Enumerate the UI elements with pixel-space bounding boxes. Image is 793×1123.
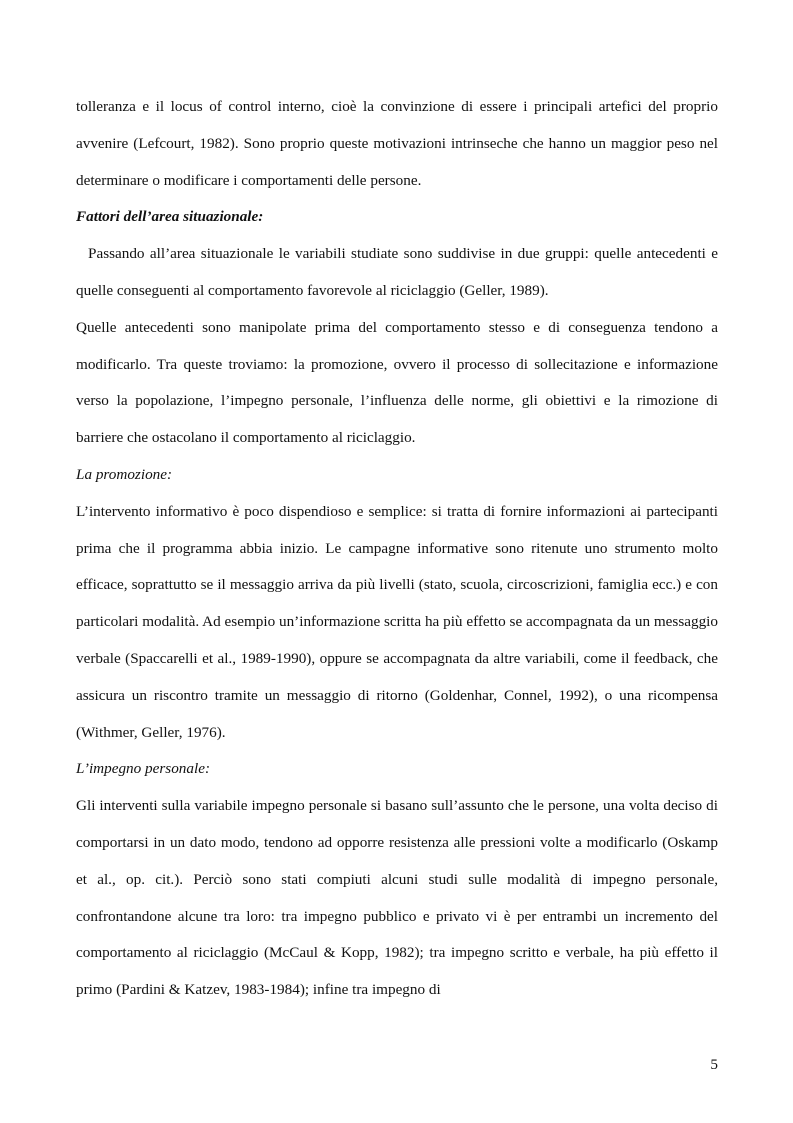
heading-situational-factors: Fattori dell’area situazionale: <box>76 208 264 226</box>
heading-personal-commitment: L’impegno personale: <box>76 760 210 778</box>
paragraph-personal-commitment: Gli interventi sulla variabile impegno personale si basano sull’assunto che le persone, una volta deciso di comportarsi in un dato modo, tendono ad opporre resistenza alle pressioni volte a modificarlo (Oskamp et al., op. cit.). Perciò sono stati compiuti alcuni studi sulle modalità di impegno personale, confrontandone alcune tra loro: tra impegno pubblico e privato vi è per entrambi un incremento del comportamento al riciclaggio (McCaul & Kopp, 1982); tra impegno scritto e verbale, ha più effetto il primo (Pardini & Katzev, 1983-1984); infine tra impegno di <box>76 797 718 999</box>
paragraph-antecedents: Quelle antecedenti sono manipolate prima del comportamento stesso e di conseguenza tendono a modificarlo. Tra queste troviamo: la promozione, ovvero il processo di sollecitazione e informazione verso la popolazione, l’impegno personale, l’influenza delle norme, gli obiettivi e la rimozione di barriere che ostacolano il comportamento al riciclaggio. <box>76 318 718 447</box>
paragraph-promotion: L’intervento informativo è poco dispendioso e semplice: si tratta di fornire informazioni ai partecipanti prima che il programma abbia inizio. Le campagne informative sono ritenute uno strumento molto efficace, soprattutto se il messaggio arriva da più livelli (stato, scuola, circoscrizioni, famiglia ecc.) e con particolari modalità. Ad esempio un’informazione scritta ha più effetto se accompagnata da un messaggio verbale (Spaccarelli et al., 1989-1990), oppure se accompagnata da altre variabili, come il feedback, che assicura un riscontro tramite un messaggio di ritorno (Goldenhar, Connel, 1992), o una ricompensa (Withmer, Geller, 1976). <box>76 502 718 741</box>
heading-promotion: La promozione: <box>76 465 173 483</box>
body-text <box>76 89 718 1009</box>
page-number: 5 <box>710 1056 718 1073</box>
paragraph-intro: tolleranza e il locus of control interno, cioè la convinzione di essere i principali artefici del proprio avvenire (Lefcourt, 1982). Sono proprio queste motivazioni intrinseche che hanno un maggior peso nel determinare o modificare i comportamenti delle persone. <box>76 98 718 189</box>
paragraph-situational-area: Passando all’area situazionale le variabili studiate sono suddivise in due gruppi: quelle antecedenti e quelle conseguenti al comportamento favorevole al riciclaggio (Geller, 1989). <box>76 245 718 299</box>
